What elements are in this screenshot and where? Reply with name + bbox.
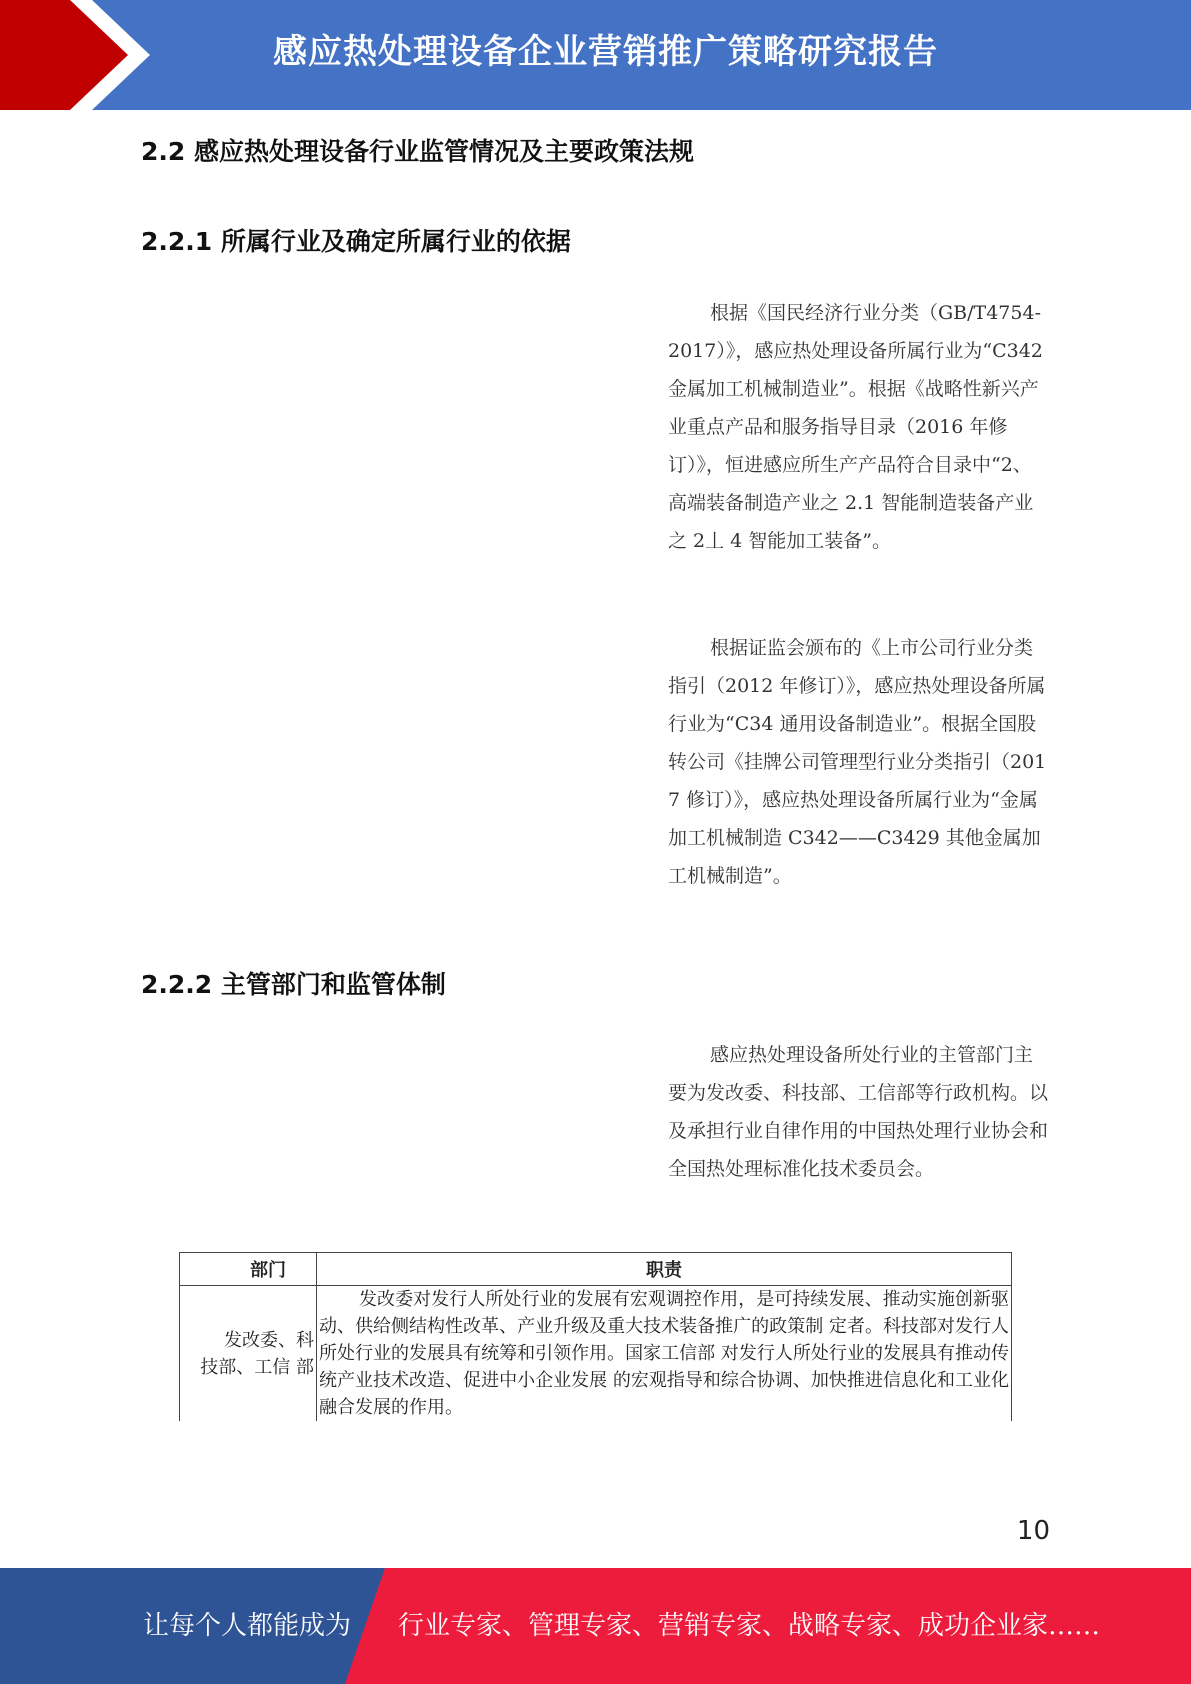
section-heading-2-2: 2.2 感应热处理设备行业监管情况及主要政策法规 [141, 137, 694, 166]
footer-banner [0, 1568, 1191, 1684]
duty-cell: 发改委对发行人所处行业的发展有宏观调控作用，是可持续发展、推动实施创新驱动、供给侧结构性改革、产业升级及重大技术装备推广的政策制 定者。科技部对发行人所处行业的发展具有统筹和引领作用。国家工信部 对发行人所处行业的发展具有推动传统产业技术改造、促进中小企业发展 的宏观指导和综合协调、加快推进信息化和工业化融合发展的作用。 [317, 1286, 1012, 1422]
column-header-department: 部门 [180, 1253, 317, 1286]
department-cell: 发改委、科技部、工信 部 [180, 1286, 317, 1422]
section-heading-2-2-2: 2.2.2 主管部门和监管体制 [141, 970, 446, 999]
footer-slogan-left: 让每个人都能成为 [143, 1611, 352, 1641]
section-heading-2-2-1: 2.2.1 所属行业及确定所属行业的依据 [141, 227, 571, 256]
paragraph-industry-classification: 根据《国民经济行业分类（GB/T4754-2017）》，感应热处理设备所属行业为“C342 金属加工机械制造业”。根据《战略性新兴产业重点产品和服务指导目录（2016 年修订）》，恒进感应所生产产品符合目录中“2、高端装备制造产业之 2.1 智能制造装备产业之 2丄 4 智能加工装备”。 [668, 302, 1043, 552]
paragraph-regulators: 感应热处理设备所处行业的主管部门主要为发改委、科技部、工信部等行政机构。以及承担行业自律作用的中国热处理行业协会和全国热处理标准化技术委员会。 [668, 1044, 1049, 1180]
header-banner [0, 0, 1191, 110]
report-title: 感应热处理设备企业营销推广策略研究报告 [273, 32, 938, 72]
table-header-row [180, 1253, 1012, 1286]
department-duty-table [179, 1252, 1012, 1421]
table-row [180, 1286, 1012, 1422]
footer-slogan-right: 行业专家、管理专家、营销专家、战略专家、成功企业家…… [398, 1611, 1101, 1641]
page-number: 10 [1016, 1516, 1050, 1546]
paragraph-csrc-classification: 根据证监会颁布的《上市公司行业分类指引（2012 年修订）》，感应热处理设备所属行业为“C34 通用设备制造业”。根据全国股转公司《挂牌公司管理型行业分类指引（2017 修订）》，感应热处理设备所属行业为“金属加工机械制造 C342——C3429 其他金属加工机械制造”。 [668, 637, 1047, 887]
column-header-duty: 职责 [317, 1253, 1012, 1286]
